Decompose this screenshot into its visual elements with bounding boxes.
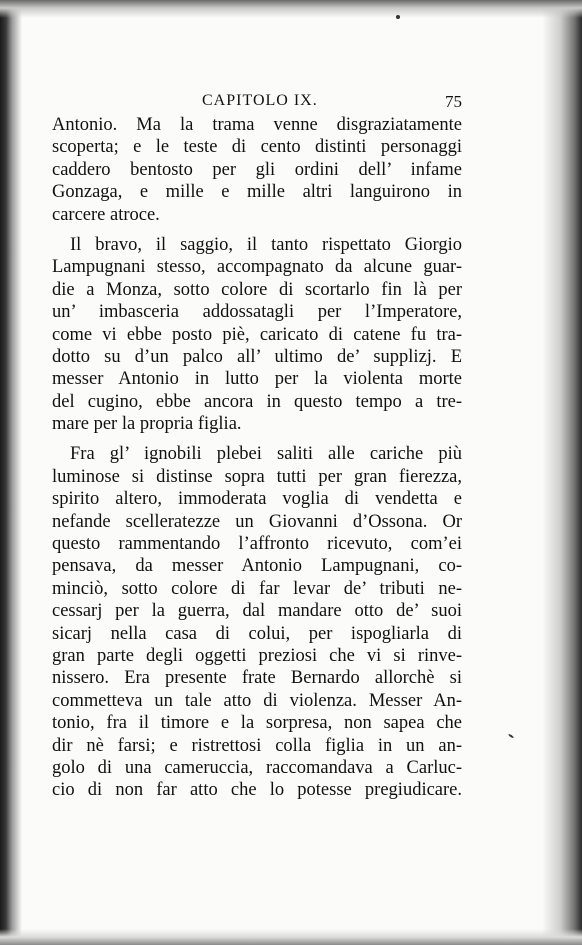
text-line: tonio, fra il timore e la sorpresa, non sapea che	[52, 713, 462, 734]
text-line: dir nè farsi; e ristrettosi colla figlia in un an-	[52, 735, 462, 756]
text-line: Lampugnani stesso, accompagnato da alcune guar-	[52, 257, 462, 278]
text-line: cessarj per la guerra, dal mandare otto de’ suoi	[52, 601, 462, 622]
text-line: un’ imbasceria addossatagli per l’Imperatore,	[52, 302, 462, 323]
text-line: caddero bentosto per gli ordini dell’ infame	[52, 159, 462, 180]
running-title: CAPITOLO IX.	[202, 92, 318, 109]
text-line: come vi ebbe posto piè, caricato di catene fu tra-	[52, 324, 462, 345]
scan-shadow-right	[542, 0, 582, 945]
text-line: gran parte degli oggetti preziosi che vi si rinve-	[52, 645, 462, 666]
text-line: nefande scelleratezze un Giovanni d’Ossona. Or	[52, 511, 462, 532]
text-line: messer Antonio in lutto per la violenta morte	[52, 369, 462, 390]
paragraph-gap	[52, 226, 462, 234]
text-line: sicarj nella casa di colui, per ispogliarla di	[52, 623, 462, 644]
ink-speck	[396, 15, 400, 19]
scan-shadow-bottom	[0, 929, 582, 945]
text-line: cio di non far atto che lo potesse pregiudicare.	[52, 780, 462, 801]
scan-shadow-top	[0, 0, 582, 18]
text-line: dotto su d’un palco all’ ultimo de’ supplizj. E	[52, 346, 462, 367]
text-line: die a Monza, sotto colore di scortarlo fin là per	[52, 279, 462, 300]
text-line: questo rammentando l’affronto ricevuto, com’ei	[52, 534, 462, 555]
page-number: 75	[445, 92, 462, 111]
text-line: carcere atroce.	[52, 204, 160, 225]
text-line: spirito altero, immoderata voglia di vendetta e	[52, 489, 462, 510]
text-line: luminose si distinse sopra tutti per gran fierezza,	[52, 466, 462, 487]
text-line: minciò, sotto colore di far levar de’ tributi ne-	[52, 578, 462, 599]
text-line: Il bravo, il saggio, il tanto rispettato Giorgio	[70, 234, 462, 255]
text-line: scoperta; e le teste di cento distinti personaggi	[52, 137, 462, 158]
page-header	[52, 92, 462, 116]
text-line: del cugino, ebbe ancora in questo tempo a tre-	[52, 391, 462, 412]
text-line: Antonio. Ma la trama venne disgraziatamente	[52, 115, 462, 135]
paragraph-gap	[52, 435, 462, 443]
body-text	[52, 114, 462, 802]
ink-speck	[508, 733, 514, 738]
text-line: commetteva un tale atto di violenza. Messer An-	[52, 690, 462, 711]
text-line: golo di una cameruccia, raccomandava a Carluc-	[52, 757, 462, 778]
scan-shadow-left	[0, 0, 22, 945]
text-line: Fra gl’ ignobili plebei saliti alle cariche più	[70, 444, 462, 465]
text-line: nissero. Era presente frate Bernardo allorchè si	[52, 668, 462, 689]
text-line: Gonzaga, e mille e mille altri languirono in	[52, 182, 462, 203]
text-line: mare per la propria figlia.	[52, 414, 242, 435]
text-line: pensava, da messer Antonio Lampugnani, co-	[52, 556, 462, 577]
